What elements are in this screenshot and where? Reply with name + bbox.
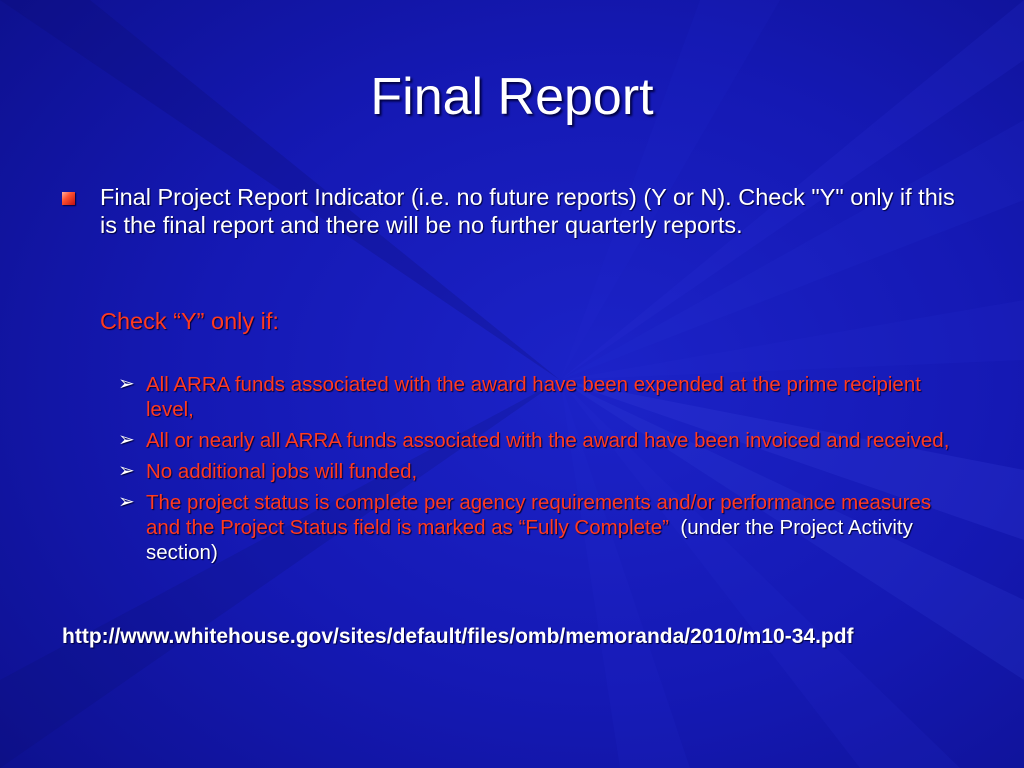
reference-link[interactable]: http://www.whitehouse.gov/sites/default/files/omb/memoranda/2010/m10-34.pdf	[62, 625, 854, 648]
list-item	[118, 459, 968, 484]
list-item	[118, 372, 968, 422]
list-item-text: All ARRA funds associated with the award have been expended at the prime recipient level,	[146, 373, 921, 421]
list-item-text: All or nearly all ARRA funds associated with the award have been invoiced and received,	[146, 429, 950, 452]
list-item-suffix: (under the Project Activity section)	[146, 516, 913, 564]
arrow-right-bullet-icon: ➢	[118, 491, 135, 513]
list-item-text: No additional jobs will funded,	[146, 460, 418, 483]
red-square-bullet-icon	[62, 192, 75, 205]
list-item-text: The project status is complete per agency requirements and/or performance measures and the Project Status field is marked as “Fully Complete”	[146, 491, 932, 539]
condition-list	[118, 372, 968, 571]
main-bullet-text: Final Project Report Indicator (i.e. no future reports) (Y or N). Check "Y" only if this is the final report and there will be no further quarterly reports.	[100, 184, 955, 238]
slide-title: Final Report	[370, 68, 654, 126]
arrow-right-bullet-icon: ➢	[118, 460, 135, 482]
arrow-right-bullet-icon: ➢	[118, 373, 135, 395]
check-label: Check “Y” only if:	[100, 308, 279, 334]
arrow-right-bullet-icon: ➢	[118, 429, 135, 451]
list-item	[118, 428, 968, 453]
list-item	[118, 490, 968, 565]
